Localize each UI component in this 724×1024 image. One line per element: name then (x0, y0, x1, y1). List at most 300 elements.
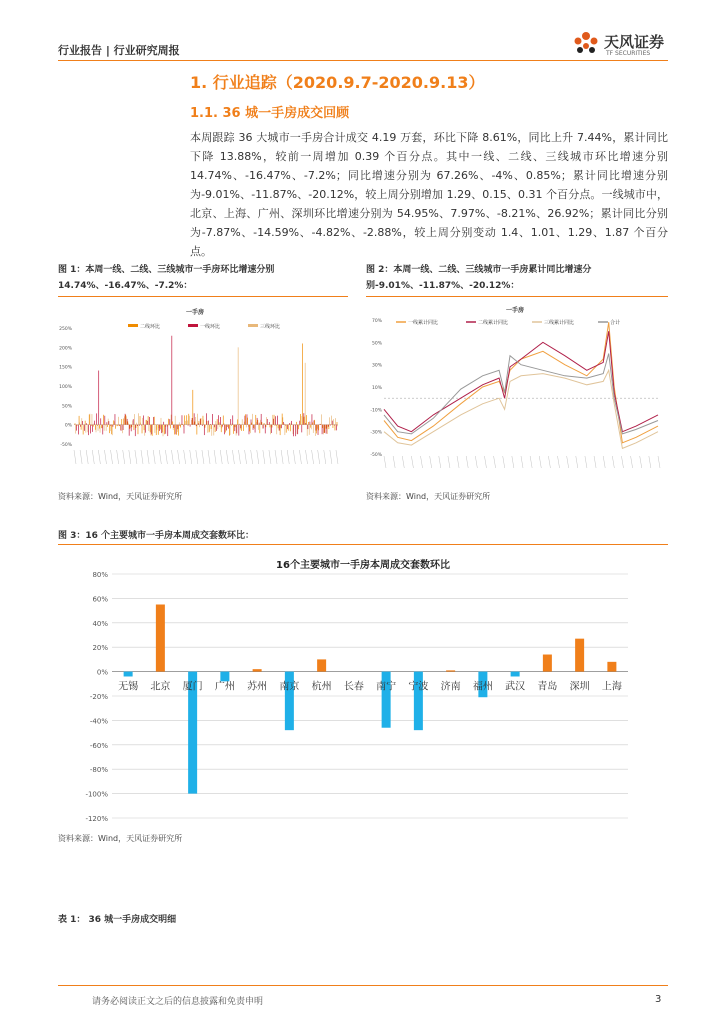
fig1-bar (154, 417, 155, 425)
fig1-bar (121, 419, 122, 425)
fig3-ytick-label: 40% (92, 619, 108, 628)
fig3-bar-北京 (156, 605, 165, 672)
fig1-xtick (190, 450, 192, 464)
fig1-bar (115, 425, 116, 429)
fig2-chart-title: 一手房 (506, 307, 525, 314)
fig1-bar (144, 425, 145, 436)
fig1-bar (191, 420, 192, 425)
fig2-xtick (658, 456, 660, 468)
fig1-bar (197, 425, 198, 435)
fig1-bar (247, 414, 248, 424)
fig1-bar (113, 420, 114, 424)
fig1-bar (314, 420, 315, 424)
fig3-bar-无锡 (124, 672, 133, 677)
fig3-bar-南宁 (382, 672, 391, 728)
fig1-bar (122, 425, 123, 434)
fig1-xtick (263, 450, 265, 464)
fig1-bar (334, 425, 335, 426)
fig1-bar (316, 425, 317, 431)
fig1-bar (213, 425, 214, 436)
fig1-bar (224, 425, 225, 435)
fig1-chart (58, 302, 348, 472)
fig1-bar (81, 425, 82, 430)
fig1-bar (304, 417, 305, 425)
fig1-bar (77, 425, 78, 426)
fig1-bar (230, 419, 231, 425)
fig1-bar (184, 415, 185, 424)
fig1-bar (93, 425, 94, 427)
fig1-bar (148, 425, 149, 431)
fig1-xtick (92, 450, 94, 464)
fig1-bar (189, 416, 190, 425)
fig1-bar (328, 425, 329, 427)
fig2-xtick (594, 456, 596, 468)
fig1-bar (188, 414, 189, 425)
fig1-bar (111, 425, 112, 426)
fig1-bar (195, 417, 196, 425)
fig1-bar (241, 425, 242, 431)
fig1-bar (263, 425, 264, 429)
fig1-bar (159, 425, 160, 431)
fig1-bar (182, 415, 183, 424)
fig1-bar (249, 425, 250, 432)
fig1-bar (284, 424, 285, 425)
fig1-xtick (86, 450, 88, 464)
fig2-xtick (393, 456, 395, 468)
fig1-bar (280, 425, 281, 428)
fig2-ytick-label: -10% (370, 408, 382, 414)
fig1-bar (324, 425, 325, 433)
fig2-xtick (421, 456, 423, 468)
fig1-bar (103, 415, 104, 425)
fig3-category-label: 长春 (343, 681, 364, 693)
fig1-bar (123, 425, 124, 430)
fig1-bar (252, 414, 253, 425)
fig1-bar (75, 423, 76, 424)
fig1-bar (303, 413, 304, 424)
fig1-bar (332, 421, 333, 425)
fig1-bar (121, 425, 122, 431)
fig1-bar (91, 425, 92, 426)
fig1-caption-rule (58, 296, 348, 297)
fig1-bar (169, 425, 170, 426)
fig1-xtick (251, 450, 253, 464)
fig1-bar (104, 416, 105, 425)
fig1-bar (80, 425, 81, 427)
fig1-bar (299, 425, 300, 427)
fig2-xtick (411, 456, 413, 468)
fig1-bar (172, 421, 173, 424)
fig1-bar (134, 425, 135, 430)
fig1-bar (148, 416, 149, 425)
fig1-bar (98, 425, 99, 431)
fig1-bar (276, 425, 277, 435)
fig1-bar (118, 417, 119, 425)
fig1-bar (177, 425, 178, 432)
fig1-bar (176, 425, 177, 435)
fig1-bar (235, 425, 236, 428)
fig2-xtick (576, 456, 578, 468)
fig1-bar (153, 417, 154, 425)
fig1-bar (293, 425, 294, 434)
fig1-bar (300, 414, 301, 425)
fig1-bar (221, 425, 222, 432)
fig1-xtick (111, 450, 113, 464)
fig1-bar (90, 425, 91, 434)
fig1-bar (331, 416, 332, 425)
fig1-bar (104, 425, 105, 431)
fig1-bar (222, 425, 223, 429)
fig1-bar (299, 421, 300, 425)
fig1-bar (236, 425, 237, 436)
fig1-bar (272, 425, 273, 428)
fig1-bar (167, 425, 168, 436)
fig1-bar (110, 425, 111, 431)
fig1-bar (321, 414, 322, 424)
fig1-xtick (196, 450, 198, 464)
fig1-bar (230, 425, 231, 435)
fig1-bar (139, 425, 140, 426)
fig2-xtick (631, 456, 633, 468)
fig1-bar (124, 416, 125, 424)
fig1-xtick (299, 450, 301, 464)
fig1-ytick-label: 50% (61, 404, 72, 410)
fig3-chart (58, 552, 668, 824)
fig2-xtick (503, 456, 505, 468)
fig2-chart (366, 302, 666, 472)
fig1-bar (145, 425, 146, 433)
fig1-bar (120, 425, 121, 430)
fig1-source: 资料来源：Wind，天风证券研究所 (58, 492, 183, 501)
fig1-bar (268, 424, 269, 425)
fig1-bar (336, 425, 337, 431)
fig1-ytick-label: 0% (64, 423, 72, 429)
fig1-bar (270, 425, 271, 428)
fig1-bar (296, 422, 297, 425)
fig1-bar (329, 425, 330, 429)
fig2-legend-tier1: 一线累计同比 (408, 320, 439, 326)
fig3-category-label: 济南 (440, 681, 461, 693)
fig2-legend-tier2: 二线累计同比 (478, 320, 509, 326)
fig1-bar (98, 371, 99, 425)
fig1-bar (125, 415, 126, 425)
fig1-bar (142, 425, 143, 434)
fig3-source: 资料来源：Wind，天风证券研究所 (58, 834, 183, 843)
fig1-caption: 图 1：本周一线、二线、三线城市一手房环比增速分别 14.74%、-16.47%、-7.2%： (58, 265, 275, 291)
fig1-bar (138, 413, 139, 424)
fig2-line-total (384, 354, 658, 434)
fig1-bar (246, 425, 247, 428)
fig1-bar (185, 421, 186, 425)
fig1-bar (100, 418, 101, 424)
fig1-bar (78, 425, 79, 435)
fig3-category-label: 无锡 (118, 681, 139, 693)
fig1-bar (165, 425, 166, 427)
fig1-bar (178, 425, 179, 436)
fig1-bar (204, 425, 205, 435)
fig2-legend (396, 319, 620, 326)
fig3-ytick-label: -20% (89, 693, 108, 701)
fig1-bar (155, 425, 156, 433)
fig1-xtick (306, 450, 308, 464)
fig2-source: 资料来源：Wind，天风证券研究所 (366, 492, 491, 501)
fig1-bar (150, 425, 151, 436)
fig1-ytick-label: -50% (60, 443, 72, 448)
fig1-bar (166, 425, 167, 426)
fig1-legend-tier2: 二线环比 (140, 324, 161, 330)
fig1-bar (320, 424, 321, 425)
fig1-bar (106, 425, 107, 431)
fig1-bar (157, 425, 158, 430)
fig1-bar (207, 425, 208, 433)
fig1-bar (264, 423, 265, 425)
fig2-legend-tier3: 三线累计同比 (544, 320, 575, 326)
fig2-xtick (548, 456, 550, 468)
fig1-bar (269, 422, 270, 425)
fig1-bar (266, 425, 267, 428)
fig1-bar (224, 423, 225, 425)
subsection-heading: 1.1. 36 城一手房成交回顾 (190, 106, 350, 121)
report-type-header: 行业报告 | 行业研究周报 (58, 44, 180, 57)
fig1-bar (137, 425, 138, 426)
fig1-bar (233, 425, 234, 434)
fig1-bar (201, 418, 202, 425)
fig1-xtick (287, 450, 289, 464)
fig1-xtick (232, 450, 234, 464)
fig1-bar (317, 425, 318, 429)
fig1-bar (99, 425, 100, 429)
fig1-bar (310, 425, 311, 428)
fig1-bar (232, 415, 233, 424)
fig1-bar (135, 425, 136, 436)
fig1-bar (136, 423, 137, 425)
page-number: 3 (655, 994, 662, 1005)
fig1-xtick (98, 450, 100, 464)
fig1-bar (85, 421, 86, 425)
fig1-bar (173, 425, 174, 430)
fig1-bar (326, 425, 327, 434)
fig1-bar (335, 425, 336, 431)
fig1-bar (267, 419, 268, 425)
fig1-xtick (220, 450, 222, 464)
fig1-bar (274, 425, 275, 426)
fig1-xtick (135, 450, 137, 464)
fig1-bar (133, 419, 134, 425)
fig1-bar (218, 425, 219, 430)
header-divider (58, 60, 668, 61)
fig1-bar (164, 425, 165, 435)
fig1-bar (312, 422, 313, 424)
fig1-bar (140, 416, 141, 425)
fig1-xtick (80, 450, 82, 464)
fig1-bar (295, 425, 296, 426)
fig1-bar (136, 425, 137, 428)
fig1-bar (197, 414, 198, 425)
fig1-bar (162, 425, 163, 433)
fig1-bar (218, 415, 219, 424)
fig3-category-label: 南京 (279, 681, 300, 693)
fig3-category-label: 厦门 (182, 681, 203, 693)
fig1-bar (186, 415, 187, 424)
fig1-bar (242, 419, 243, 424)
fig1-bar (208, 421, 209, 425)
fig1-bar (316, 425, 317, 434)
fig3-bar-苏州 (253, 669, 262, 671)
fig1-bar (156, 425, 157, 435)
fig1-bar (229, 425, 230, 436)
fig1-xtick (147, 450, 149, 464)
footer-disclaimer: 请务必阅读正文之后的信息披露和免责申明 (92, 997, 264, 1007)
fig1-bar (255, 425, 256, 433)
fig1-xtick (312, 450, 314, 464)
fig1-bar (247, 418, 248, 425)
fig2-xtick (475, 456, 477, 468)
fig3-bar-青岛 (543, 655, 552, 672)
fig1-bar (330, 425, 331, 426)
fig1-chart-title: 一手房 (186, 309, 205, 316)
fig1-bar (305, 363, 306, 425)
fig1-xtick (293, 450, 295, 464)
fig1-bar (132, 425, 133, 427)
fig2-xtick (448, 456, 450, 468)
fig1-bar (171, 415, 172, 425)
fig1-bar (76, 425, 77, 431)
fig1-xtick (165, 450, 167, 464)
fig1-bar (174, 425, 175, 435)
fig1-bar (147, 421, 148, 425)
fig2-xtick (567, 456, 569, 468)
fig1-bar (215, 421, 216, 425)
fig1-bar (236, 425, 237, 434)
fig3-bar-深圳 (575, 639, 584, 672)
fig3-category-label: 苏州 (247, 681, 268, 693)
fig1-bar (220, 425, 221, 427)
fig1-bar (168, 419, 169, 425)
fig1-bar (241, 425, 242, 429)
fig1-bar (130, 425, 131, 429)
fig2-xtick (640, 456, 642, 468)
fig2-xtick (558, 456, 560, 468)
fig1-bar (285, 425, 286, 426)
fig1-bar (276, 425, 277, 426)
fig1-ytick-label: 200% (59, 346, 72, 352)
fig1-bar (307, 425, 308, 436)
fig2-xtick (512, 456, 514, 468)
fig1-bar (88, 425, 89, 433)
fig1-xtick (324, 450, 326, 464)
fig1-bar (265, 425, 266, 434)
fig3-caption-rule (58, 544, 668, 545)
fig1-xtick (153, 450, 155, 464)
fig1-bar (219, 422, 220, 424)
fig1-bar (170, 425, 171, 429)
fig1-bar (113, 425, 114, 427)
fig1-bar (211, 425, 212, 436)
fig1-xtick (129, 450, 131, 464)
fig2-ytick-label: -30% (370, 430, 382, 436)
fig1-bar (274, 415, 275, 425)
fig2-ytick-label: 10% (371, 386, 382, 391)
fig1-bar (86, 423, 87, 424)
fig3-ytick-label: 80% (92, 571, 108, 579)
fig1-bar (228, 425, 229, 429)
fig1-bar (262, 422, 263, 425)
fig3-ytick-label: -80% (89, 766, 108, 775)
fig1-bar (325, 425, 326, 429)
fig1-xtick (281, 450, 283, 464)
fig1-bar (289, 424, 290, 425)
fig1-bar (278, 425, 279, 429)
fig2-xtick (494, 456, 496, 468)
fig3-ytick-label: -60% (89, 741, 108, 750)
fig1-bar (89, 414, 90, 424)
fig1-xtick (238, 450, 240, 464)
fig1-bar (182, 424, 183, 425)
fig3-ytick-label: 60% (92, 595, 108, 604)
fig1-bar (106, 422, 107, 424)
fig1-bar (179, 422, 180, 424)
fig1-bar (311, 425, 312, 430)
fig1-bar (117, 425, 118, 426)
fig1-ytick-label: 250% (59, 327, 72, 332)
fig1-bar (134, 414, 135, 425)
fig1-bar (127, 419, 128, 425)
fig1-bar (283, 422, 284, 425)
fig1-bar (123, 418, 124, 424)
fig1-bar (96, 425, 97, 433)
fig1-bar (207, 421, 208, 425)
fig1-bar (329, 417, 330, 424)
fig1-bar (161, 418, 162, 425)
fig1-bar (313, 425, 314, 433)
fig1-bar (132, 420, 133, 424)
fig1-bar (220, 417, 221, 425)
fig1-bar (264, 423, 265, 424)
fig1-bar (161, 425, 162, 433)
fig1-bar (290, 425, 291, 432)
fig1-bar (238, 347, 239, 424)
fig1-bar (141, 425, 142, 426)
fig1-bar (209, 425, 210, 432)
fig1-xtick (171, 450, 173, 464)
fig1-bar (151, 425, 152, 435)
fig1-xtick (275, 450, 277, 464)
fig1-xtick (226, 450, 228, 464)
fig1-bar (169, 419, 170, 425)
fig3-category-label: 杭州 (311, 681, 332, 693)
fig3-bar-南京 (285, 672, 294, 731)
fig1-bar (312, 414, 313, 424)
fig1-bar (282, 414, 283, 425)
fig3-bar-广州 (220, 672, 229, 682)
fig1-bar (81, 418, 82, 425)
fig1-bar (131, 425, 132, 432)
fig1-bar (314, 420, 315, 425)
fig1-bar (310, 422, 311, 425)
fig1-bar (237, 419, 238, 424)
fig1-bar (222, 425, 223, 427)
fig1-bar (227, 425, 228, 427)
fig1-bar (279, 425, 280, 431)
fig1-bar (88, 425, 89, 435)
fig1-bar (187, 421, 188, 425)
fig1-bar (234, 425, 235, 431)
fig1-bar (253, 425, 254, 430)
brand-subtitle: TF SECURITIES (606, 50, 651, 57)
fig1-bar (291, 423, 292, 425)
fig1-bar (140, 423, 141, 425)
fig3-category-label: 宁波 (408, 681, 429, 693)
